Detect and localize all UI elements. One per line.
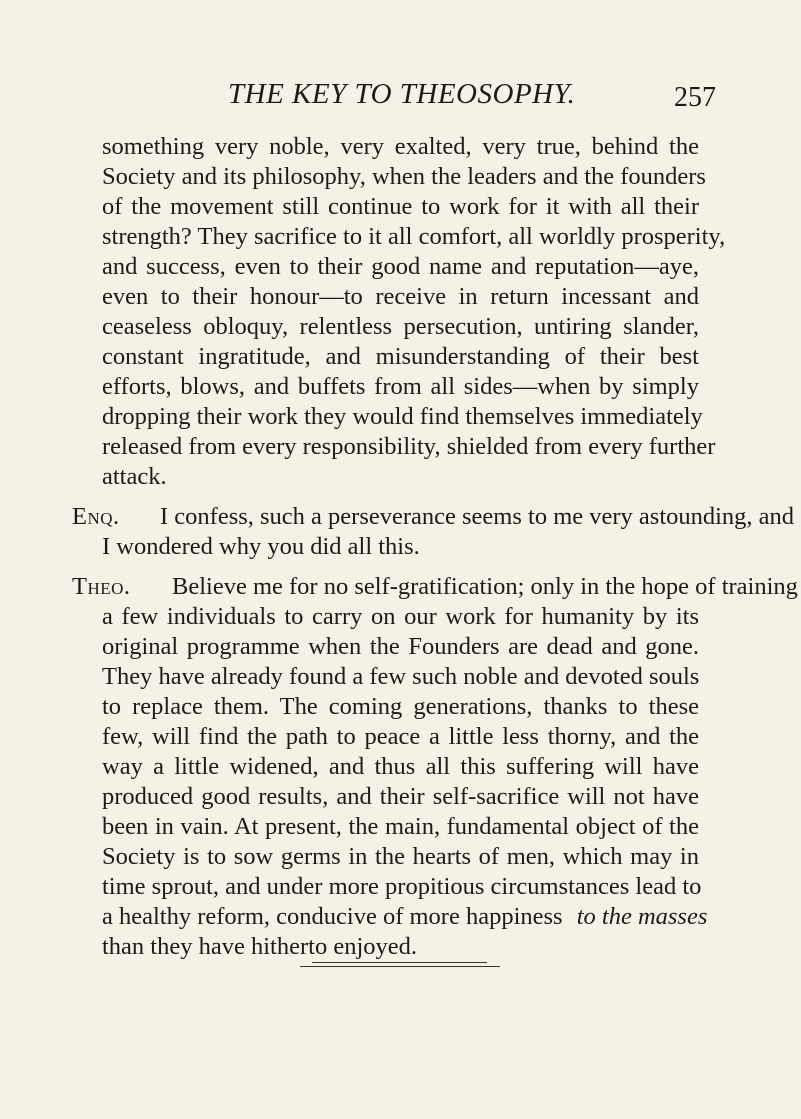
- end-rule-top: [312, 962, 487, 963]
- text-line: Society and its philosophy, when the leaders and the founders: [102, 163, 706, 190]
- text-line: of the movement still continue to work for it with all their: [102, 193, 699, 220]
- running-head: [0, 74, 801, 114]
- text-line: way a little widened, and thus all this suffering will have: [102, 753, 699, 780]
- text-line: something very noble, very exalted, very true, behind the: [102, 133, 699, 160]
- text-line: and success, even to their good name and reputation—aye,: [102, 253, 699, 280]
- text-line: strength? They sacrifice to it all comfort, all worldly prosperity,: [102, 223, 726, 250]
- text-line: time sprout, and under more propitious circumstances lead to: [102, 873, 702, 900]
- text-line-mixed: [102, 902, 708, 932]
- text-line-roman: a healthy reform, conducive of more happiness: [102, 903, 563, 930]
- text-line: original programme when the Founders are dead and gone.: [102, 633, 699, 660]
- text-line: even to their honour—to receive in return incessant and: [102, 283, 699, 310]
- text-line: dropping their work they would find themselves immediately: [102, 403, 703, 430]
- text-line: few, will find the path to peace a little less thorny, and the: [102, 723, 699, 750]
- running-title: THE KEY TO THEOSOPHY.: [228, 78, 576, 110]
- text-line: ceaseless obloquy, relentless persecution, untiring slander,: [102, 313, 699, 340]
- text-line: Society is to sow germs in the hearts of men, which may in: [102, 843, 699, 870]
- text-line: attack.: [102, 463, 167, 490]
- text-line: been in vain. At present, the main, fundamental object of the: [102, 813, 699, 840]
- speaker-label: Enq.: [72, 503, 120, 530]
- text-line: I wondered why you did all this.: [102, 533, 420, 560]
- page-number: 257: [674, 82, 716, 113]
- text-line: Believe me for no self-gratification; only in the hope of training: [172, 573, 798, 600]
- text-line: a few individuals to carry on our work for humanity by its: [102, 603, 699, 630]
- text-line: They have already found a few such noble and devoted souls: [102, 663, 700, 690]
- text-line-italic: to the masses: [576, 903, 708, 930]
- text-line: to replace them. The coming generations, thanks to these: [102, 693, 699, 720]
- text-line: than they have hitherto enjoyed.: [102, 933, 417, 960]
- text-line: released from every responsibility, shielded from every further: [102, 433, 716, 460]
- text-line: efforts, blows, and buffets from all sides—when by simply: [102, 373, 699, 400]
- text-line: constant ingratitude, and misunderstanding of their best: [102, 343, 699, 370]
- end-rule-bottom: [300, 966, 500, 967]
- speaker-label: Theo.: [72, 573, 131, 600]
- text-line: I confess, such a perseverance seems to me very astounding, and: [160, 503, 795, 530]
- text-line: produced good results, and their self-sacrifice will not have: [102, 783, 699, 810]
